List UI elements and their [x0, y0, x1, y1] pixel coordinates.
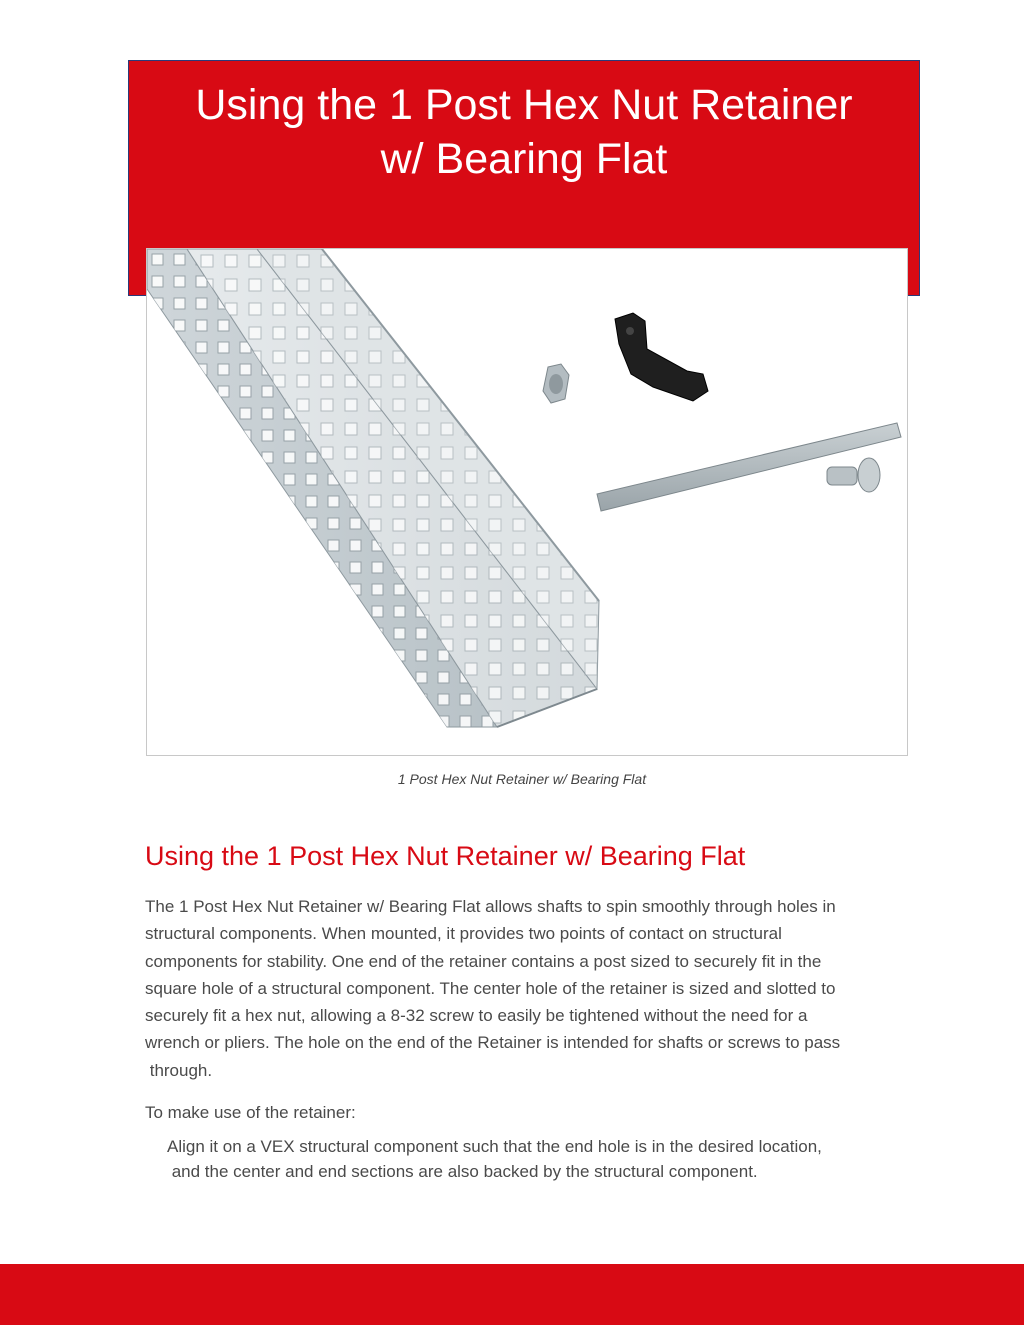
description-paragraph	[145, 893, 905, 1084]
paragraph-line: square hole of a structural component. The center hole of the retainer is sized and slotted to	[145, 978, 836, 998]
paragraph-line: The 1 Post Hex Nut Retainer w/ Bearing Flat allows shafts to spin smoothly through holes in	[145, 897, 836, 916]
paragraph-line: securely fit a hex nut, allowing a 8-32 screw to easily be tightened without the need for a	[145, 1006, 808, 1026]
shaft-icon	[597, 423, 901, 511]
page-title-line-1: Using the 1 Post Hex Nut Retainer	[195, 81, 853, 129]
step-line: Align it on a VEX structural component such that the end hole is in the desired location,	[167, 1137, 822, 1156]
product-image	[146, 248, 908, 756]
section-heading: Using the 1 Post Hex Nut Retainer w/ Bearing Flat	[145, 841, 746, 871]
step-line: and the center and end sections are also backed by the structural component.	[167, 1161, 758, 1181]
page-title	[128, 78, 920, 186]
paragraph-line: structural components. When mounted, it provides two points of contact on structural	[145, 924, 782, 944]
paragraph-line: wrench or pliers. The hole on the end of the Retainer is intended for shafts or screws to pass	[145, 1033, 841, 1053]
footer-bar	[0, 1264, 1024, 1325]
hex-nut-icon	[543, 364, 569, 403]
paragraph-line: components for stability. One end of the retainer contains a post sized to securely fit in the	[145, 951, 822, 971]
bearing-flat-icon	[827, 458, 880, 492]
instructions-intro: To make use of the retainer:	[145, 1103, 356, 1122]
paragraph-line: through.	[145, 1060, 213, 1080]
product-illustration	[147, 249, 907, 755]
image-caption: 1 Post Hex Nut Retainer w/ Bearing Flat	[397, 771, 647, 787]
retainer-icon	[615, 313, 708, 401]
page-title-line-2: w/ Bearing Flat	[380, 135, 668, 183]
c-channel-icon	[147, 249, 599, 727]
instruction-step	[167, 1135, 907, 1184]
